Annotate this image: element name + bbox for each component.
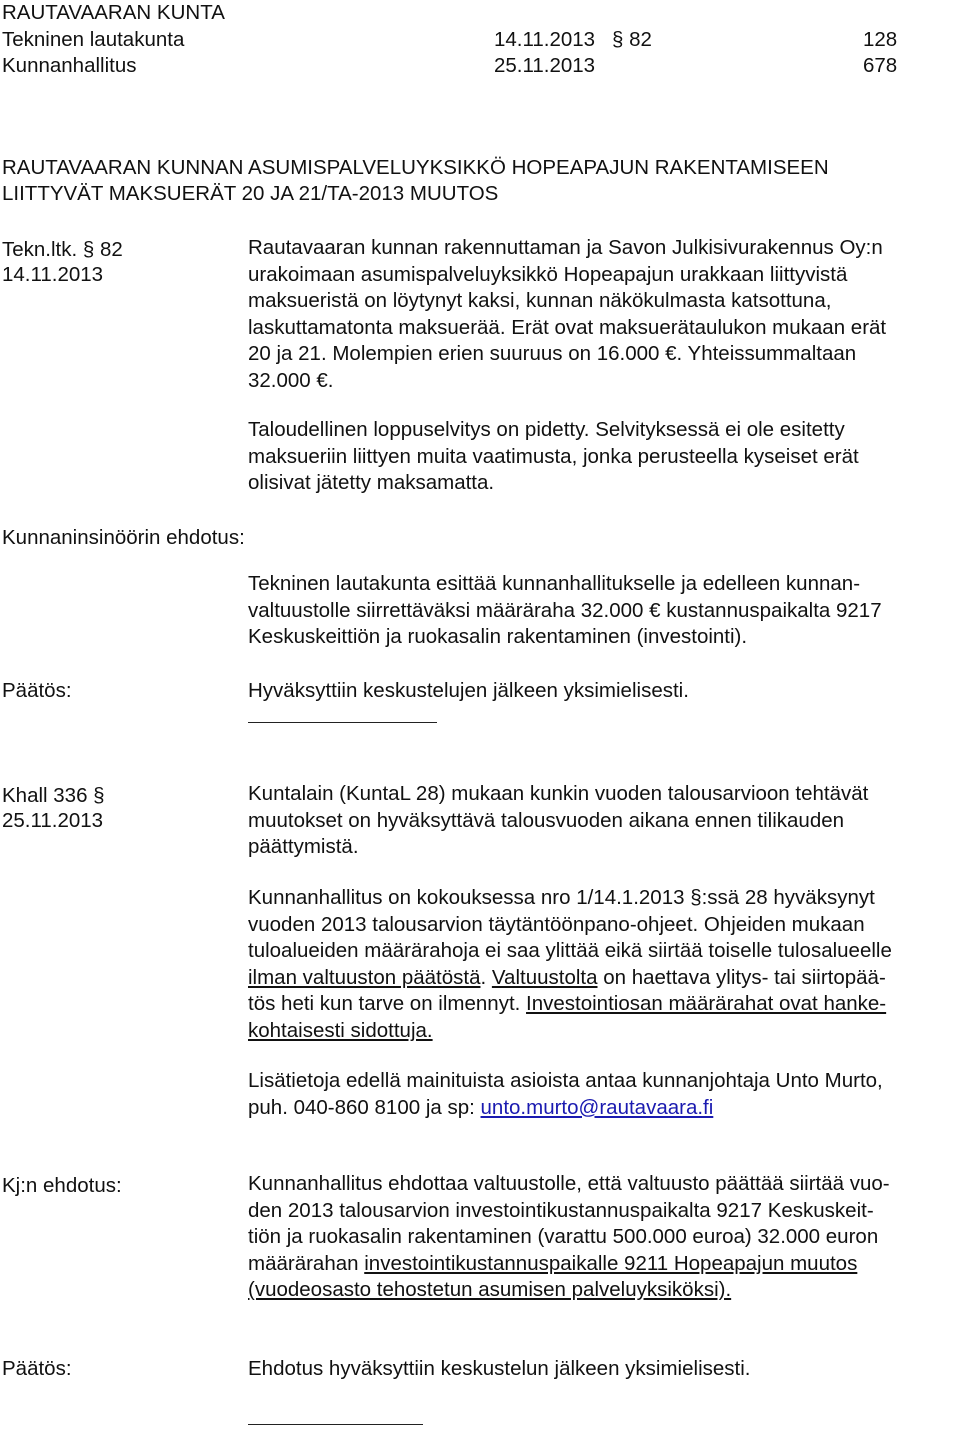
text-line <box>248 1251 960 1278</box>
text-line: muutokset on hyväksyttävä talousvuoden aikana ennen tilikauden <box>248 808 845 832</box>
text-line: valtuustolle siirrettäväksi määräraha 32.000 € kustannuspaikalta 9217 <box>248 598 882 622</box>
khall-reference: Khall 336 § <box>2 784 105 807</box>
engineer-proposal-text <box>248 571 960 651</box>
underlined-phrase: kohtaisesti sidottuja. <box>248 1018 433 1042</box>
header-body-tekn: Tekninen lautakunta <box>2 28 185 51</box>
text-line: vuoden 2013 talousarvion täytäntöönpano-ohjeet. Ohjeiden mukaan <box>248 912 865 936</box>
document-title-line-2: LIITTYVÄT MAKSUERÄT 20 JA 21/TA-2013 MUUTOS <box>2 182 499 205</box>
text-fragment: tös heti kun tarve on ilmennyt. <box>248 992 527 1015</box>
text-line: Rautavaaran kunnan rakennuttaman ja Savon Julkisivurakennus Oy:n <box>248 236 883 259</box>
text-line: olisivat jätetty maksamatta. <box>248 471 495 494</box>
text-line: Keskuskeittiön ja ruokasalin rakentaminen (investointi). <box>248 625 748 648</box>
header-date-khall: 25.11.2013 <box>494 54 596 77</box>
email-link[interactable]: unto.murto@rautavaara.fi <box>480 1095 714 1119</box>
document-title-line-1: RAUTAVAARAN KUNNAN ASUMISPALVELUYKSIKKÖ HOPEAPAJUN RAKENTAMISEEN <box>2 156 829 179</box>
manager-proposal-label: Kj:n ehdotus: <box>2 1174 122 1197</box>
text-line: 20 ja 21. Molempien erien suuruus on 16.000 €. Yhteissummaltaan <box>248 342 857 365</box>
underlined-phrase: Investointiosan määrärahat ovat hanke- <box>526 992 887 1015</box>
text-fragment: määrärahan <box>248 1251 365 1275</box>
text-line <box>248 965 960 992</box>
signature-divider <box>248 722 437 723</box>
khall-paragraph-1 <box>248 781 960 861</box>
underlined-phrase: ilman valtuuston päätöstä <box>248 965 481 989</box>
text-line: urakoimaan asumispalveluyksikkö Hopeapajun urakkaan liittyvistä <box>248 262 848 286</box>
text-line <box>248 991 960 1018</box>
text-line: tuloalueiden määrärahoja ei saa ylittää eikä siirtää toiselle tulosalueelle <box>248 939 892 962</box>
text-fragment: . <box>480 965 492 989</box>
text-line: tiön ja ruokasalin rakentaminen (varattu 500.000 euroa) 32.000 euron <box>248 1225 879 1248</box>
tekn-paragraph-2 <box>248 417 960 497</box>
text-line: päättymistä. <box>248 835 359 858</box>
header-date-tekn: 14.11.2013 <box>494 28 596 51</box>
engineer-proposal-label: Kunnaninsinöörin ehdotus: <box>2 526 245 549</box>
khall-date: 25.11.2013 <box>2 809 104 832</box>
header-section-tekn: § 82 <box>612 28 652 51</box>
text-line <box>248 1018 960 1045</box>
underlined-phrase: Valtuustolta <box>491 965 598 989</box>
khall-paragraph-3 <box>248 1068 960 1121</box>
text-line: maksueristä on löytynyt kaksi, kunnan näkökulmasta katsottuna, <box>248 289 832 312</box>
text-line <box>248 1277 960 1304</box>
text-line: 32.000 €. <box>248 368 334 392</box>
text-line <box>248 1095 960 1122</box>
text-line: Kuntalain (KuntaL 28) mukaan kunkin vuoden talousarvioon tehtävät <box>248 782 869 805</box>
header-page-khall: 678 <box>863 54 898 77</box>
text-line: Tekninen lautakunta esittää kunnanhallitukselle ja edelleen kunnan- <box>248 572 861 595</box>
tekn-decision-label: Päätös: <box>2 679 72 702</box>
text-fragment: on haettava ylitys- tai siirtopää- <box>597 965 886 989</box>
organization-name: RAUTAVAARAN KUNTA <box>2 1 225 24</box>
khall-decision-text: Ehdotus hyväksyttiin keskustelun jälkeen yksimielisesti. <box>248 1357 751 1380</box>
tekn-paragraph-1 <box>248 235 960 394</box>
manager-proposal-text <box>248 1171 960 1304</box>
signature-divider <box>248 1424 423 1425</box>
header-page-tekn: 128 <box>863 28 898 51</box>
khall-decision-label: Päätös: <box>2 1357 72 1380</box>
text-line: Taloudellinen loppuselvitys on pidetty. Selvityksessä ei ole esitetty <box>248 418 845 441</box>
underlined-phrase: (vuodeosasto tehostetun asumisen palveluyksiköksi). <box>248 1278 732 1301</box>
text-line: Kunnanhallitus ehdottaa valtuustolle, että valtuusto päättää siirtää vuo- <box>248 1172 890 1195</box>
tekn-reference: Tekn.ltk. § 82 <box>2 238 123 261</box>
text-line: Kunnanhallitus on kokouksessa nro 1/14.1.2013 §:ssä 28 hyväksynyt <box>248 886 875 909</box>
text-line: maksueriin liittyen muita vaatimusta, jonka perusteella kyseiset erät <box>248 444 859 468</box>
tekn-date: 14.11.2013 <box>2 263 104 286</box>
header-body-khall: Kunnanhallitus <box>2 54 137 77</box>
text-line: den 2013 talousarvion investointikustannuspaikalta 9217 Keskuskeit- <box>248 1198 874 1222</box>
text-fragment: puh. 040-860 8100 ja sp: <box>248 1095 481 1119</box>
text-line: laskuttamatonta maksuerää. Erät ovat maksuerätaulukon mukaan erät <box>248 315 887 339</box>
khall-paragraph-2 <box>248 885 960 1044</box>
tekn-decision-text: Hyväksyttiin keskustelujen jälkeen yksimielisesti. <box>248 679 689 702</box>
underlined-phrase: investointikustannuspaikalle 9211 Hopeapajun muutos <box>364 1251 858 1275</box>
text-line: Lisätietoja edellä mainituista asioista antaa kunnanjohtaja Unto Murto, <box>248 1069 883 1092</box>
